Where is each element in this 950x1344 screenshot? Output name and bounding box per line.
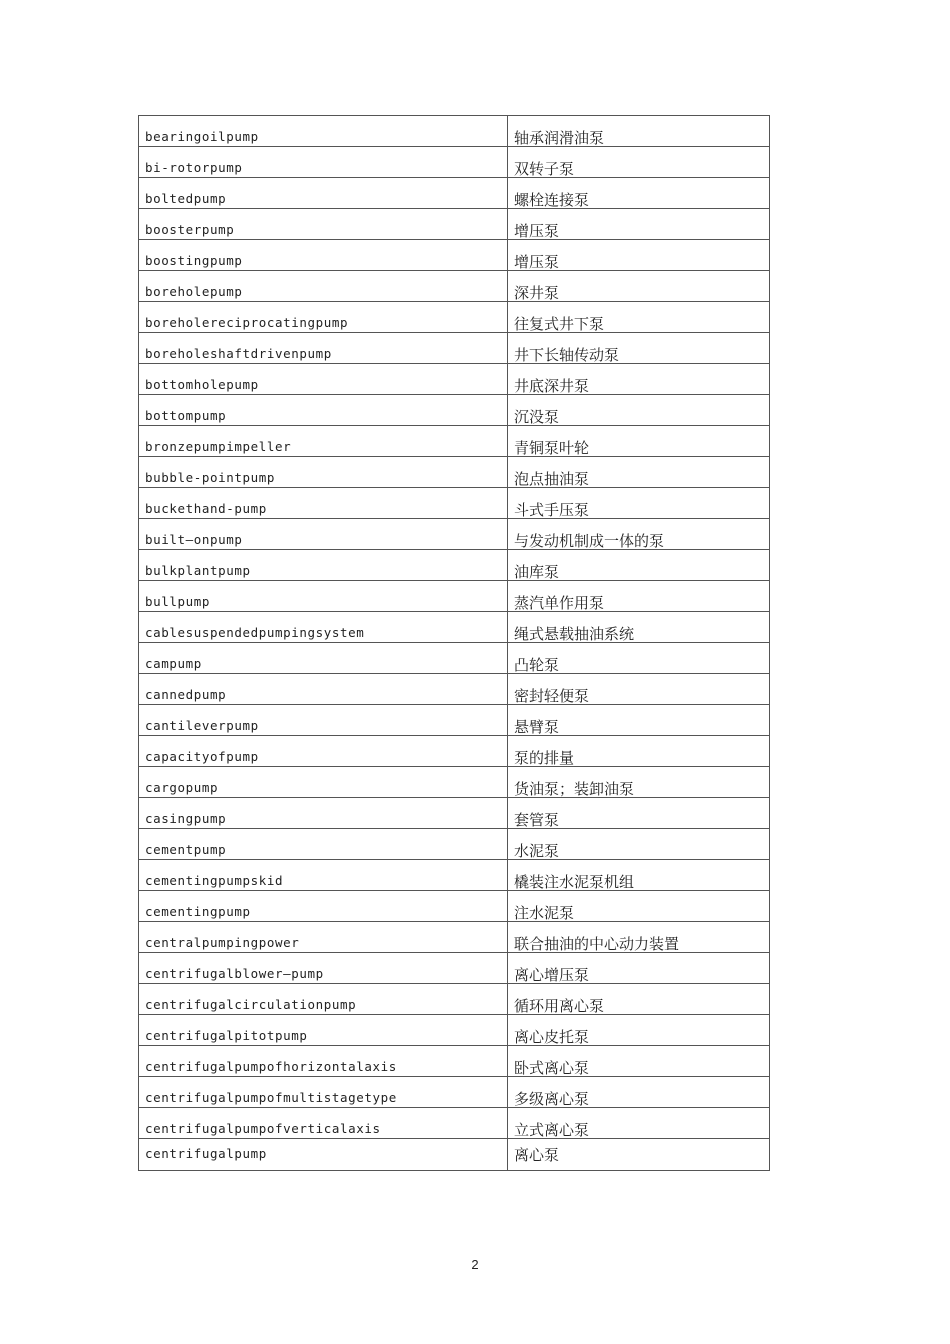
table-row: [139, 550, 770, 581]
term-english: centrifugalpitotpump: [139, 1015, 508, 1046]
term-chinese: 增压泵: [508, 209, 770, 240]
table-row: [139, 674, 770, 705]
term-chinese: 泵的排量: [508, 736, 770, 767]
term-english: cablesuspendedpumpingsystem: [139, 612, 508, 643]
table-row: [139, 643, 770, 674]
term-chinese: 井下长轴传动泵: [508, 333, 770, 364]
table-row: [139, 829, 770, 860]
table-row: [139, 798, 770, 829]
term-chinese: 轴承润滑油泵: [508, 116, 770, 147]
term-chinese: 蒸汽单作用泵: [508, 581, 770, 612]
term-english: bi-rotorpump: [139, 147, 508, 178]
term-chinese: 离心泵: [508, 1139, 770, 1171]
term-english: centrifugalpumpofverticalaxis: [139, 1108, 508, 1139]
term-english: boreholepump: [139, 271, 508, 302]
term-english: built—onpump: [139, 519, 508, 550]
table-row: [139, 767, 770, 798]
term-english: boostingpump: [139, 240, 508, 271]
table-row: [139, 705, 770, 736]
term-chinese: 悬臂泵: [508, 705, 770, 736]
term-english: boosterpump: [139, 209, 508, 240]
term-english: boreholeshaftdrivenpump: [139, 333, 508, 364]
term-chinese: 油库泵: [508, 550, 770, 581]
table-row: [139, 1108, 770, 1139]
table-row: [139, 736, 770, 767]
term-english: bubble-pointpump: [139, 457, 508, 488]
table-row: [139, 457, 770, 488]
term-english: cementpump: [139, 829, 508, 860]
term-chinese: 青铜泵叶轮: [508, 426, 770, 457]
table-row: [139, 1015, 770, 1046]
term-chinese: 井底深井泵: [508, 364, 770, 395]
table-row: [139, 271, 770, 302]
table-row: [139, 240, 770, 271]
term-chinese: 密封轻便泵: [508, 674, 770, 705]
table-row: [139, 891, 770, 922]
term-english: boreholereciprocatingpump: [139, 302, 508, 333]
term-chinese: 立式离心泵: [508, 1108, 770, 1139]
term-english: centrifugalpumpofhorizontalaxis: [139, 1046, 508, 1077]
term-english: centrifugalcirculationpump: [139, 984, 508, 1015]
term-chinese: 与发动机制成一体的泵: [508, 519, 770, 550]
term-english: bullpump: [139, 581, 508, 612]
term-chinese: 橇装注水泥泵机组: [508, 860, 770, 891]
term-english: centralpumpingpower: [139, 922, 508, 953]
table-row: [139, 612, 770, 643]
term-english: bottompump: [139, 395, 508, 426]
table-row: [139, 922, 770, 953]
term-chinese: 斗式手压泵: [508, 488, 770, 519]
term-chinese: 水泥泵: [508, 829, 770, 860]
glossary-table: [138, 115, 770, 1171]
term-english: cargopump: [139, 767, 508, 798]
table-row: [139, 116, 770, 147]
term-english: bronzepumpimpeller: [139, 426, 508, 457]
table-row: [139, 333, 770, 364]
term-english: boltedpump: [139, 178, 508, 209]
term-chinese: 往复式井下泵: [508, 302, 770, 333]
table-row: [139, 1077, 770, 1108]
table-row: [139, 860, 770, 891]
term-chinese: 双转子泵: [508, 147, 770, 178]
table-row: [139, 426, 770, 457]
term-chinese: 离心皮托泵: [508, 1015, 770, 1046]
term-chinese: 卧式离心泵: [508, 1046, 770, 1077]
term-chinese: 离心增压泵: [508, 953, 770, 984]
term-chinese: 套管泵: [508, 798, 770, 829]
term-english: centrifugalpumpofmultistagetype: [139, 1077, 508, 1108]
term-english: cantileverpump: [139, 705, 508, 736]
term-chinese: 循环用离心泵: [508, 984, 770, 1015]
table-row: [139, 147, 770, 178]
table-row: [139, 364, 770, 395]
glossary-body: [139, 116, 770, 1171]
term-english: bearingoilpump: [139, 116, 508, 147]
table-row: [139, 1046, 770, 1077]
term-english: cannedpump: [139, 674, 508, 705]
term-chinese: 凸轮泵: [508, 643, 770, 674]
table-row: [139, 519, 770, 550]
term-chinese: 注水泥泵: [508, 891, 770, 922]
term-english: centrifugalblower—pump: [139, 953, 508, 984]
term-english: cementingpumpskid: [139, 860, 508, 891]
term-chinese: 泡点抽油泵: [508, 457, 770, 488]
term-chinese: 联合抽油的中心动力装置: [508, 922, 770, 953]
term-english: centrifugalpump: [139, 1139, 508, 1171]
table-row: [139, 984, 770, 1015]
page-number: 2: [471, 1257, 479, 1272]
term-chinese: 螺栓连接泵: [508, 178, 770, 209]
table-row: [139, 1139, 770, 1171]
term-chinese: 深井泵: [508, 271, 770, 302]
term-english: bottomholepump: [139, 364, 508, 395]
term-english: buckethand-pump: [139, 488, 508, 519]
table-row: [139, 395, 770, 426]
term-english: campump: [139, 643, 508, 674]
term-english: cementingpump: [139, 891, 508, 922]
term-chinese: 沉没泵: [508, 395, 770, 426]
table-row: [139, 302, 770, 333]
term-english: casingpump: [139, 798, 508, 829]
table-row: [139, 209, 770, 240]
table-row: [139, 488, 770, 519]
term-chinese: 货油泵；装卸油泵: [508, 767, 770, 798]
table-row: [139, 953, 770, 984]
term-english: capacityofpump: [139, 736, 508, 767]
term-chinese: 增压泵: [508, 240, 770, 271]
table-row: [139, 581, 770, 612]
term-chinese: 多级离心泵: [508, 1077, 770, 1108]
term-english: bulkplantpump: [139, 550, 508, 581]
term-chinese: 绳式悬载抽油系统: [508, 612, 770, 643]
table-row: [139, 178, 770, 209]
